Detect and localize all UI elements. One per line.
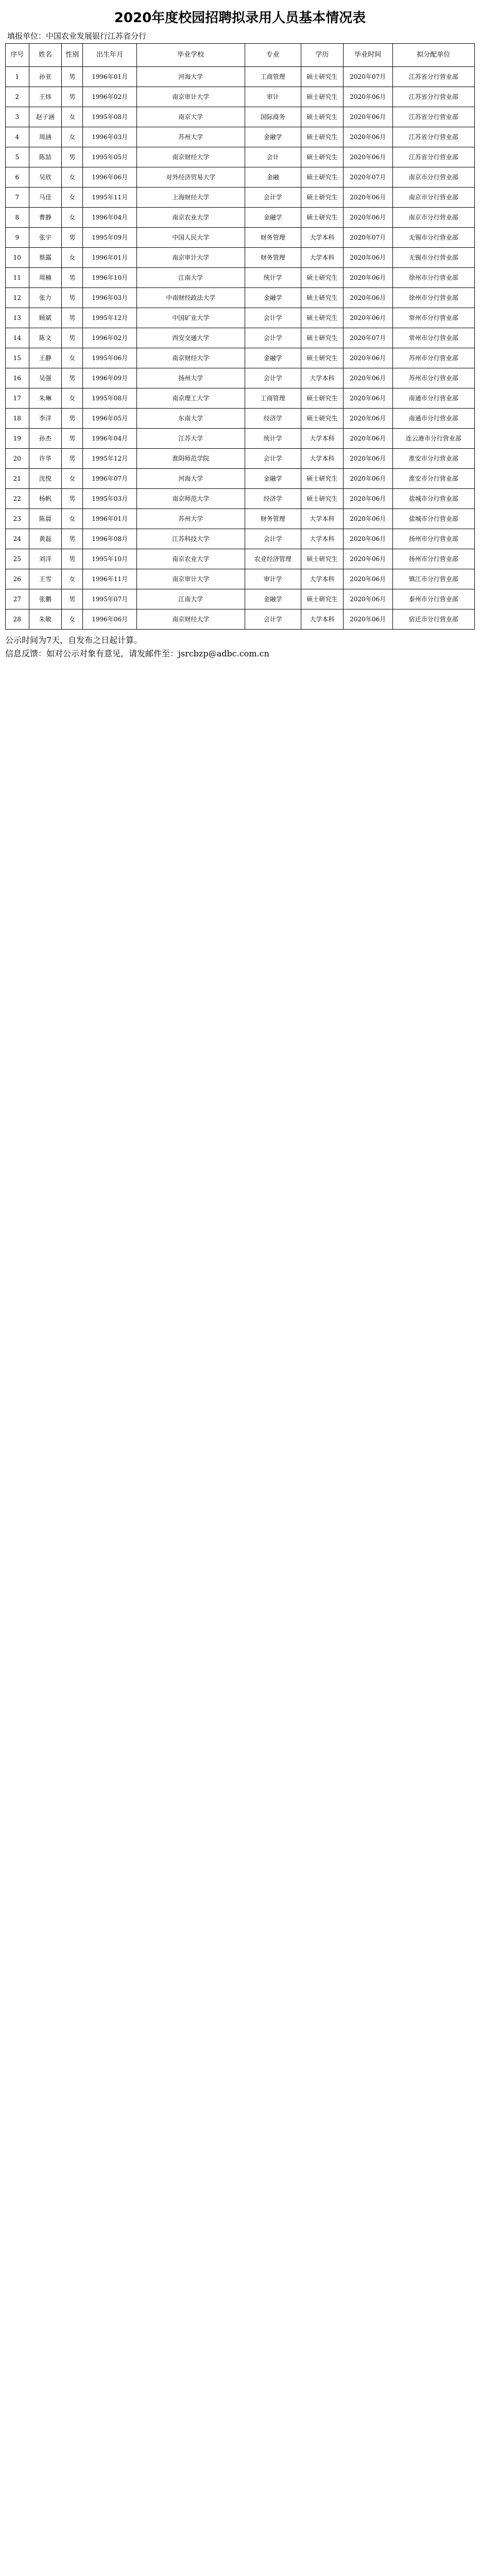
table-cell: 16 (6, 368, 29, 388)
table-row (6, 188, 475, 208)
table-cell: 1995年07月 (83, 589, 137, 609)
table-row (6, 529, 475, 549)
table-cell: 男 (62, 429, 83, 449)
table-cell: 2020年06月 (343, 409, 392, 429)
table-cell: 1996年11月 (83, 569, 137, 589)
table-cell: 中国矿业大学 (137, 308, 245, 328)
table-cell: 17 (6, 388, 29, 409)
table-cell: 23 (6, 509, 29, 529)
table-cell: 大学本科 (301, 569, 343, 589)
table-cell: 南京农业大学 (137, 549, 245, 569)
table-row (6, 87, 475, 107)
table-cell: 硕士研究生 (301, 308, 343, 328)
table-cell: 1995年12月 (83, 308, 137, 328)
table-cell: 21 (6, 469, 29, 489)
table-cell: 李洋 (29, 409, 62, 429)
table-cell: 26 (6, 569, 29, 589)
table-cell: 审计学 (245, 569, 301, 589)
table-cell: 财务管理 (245, 248, 301, 268)
table-row (6, 589, 475, 609)
table-cell: 1995年11月 (83, 188, 137, 208)
table-cell: 1995年05月 (83, 147, 137, 167)
table-cell: 1995年08月 (83, 388, 137, 409)
table-cell: 南京市分行营业部 (392, 188, 474, 208)
table-cell: 经济学 (245, 489, 301, 509)
table-cell: 12 (6, 288, 29, 308)
table-cell: 男 (62, 409, 83, 429)
table-cell: 江苏省分行营业部 (392, 67, 474, 87)
table-cell: 2020年06月 (343, 147, 392, 167)
table-cell: 苏州市分行营业部 (392, 368, 474, 388)
table-cell: 2020年06月 (343, 388, 392, 409)
table-cell: 江南大学 (137, 589, 245, 609)
table-cell: 朱琳 (29, 388, 62, 409)
table-cell: 1995年08月 (83, 107, 137, 127)
table-cell: 江苏省分行营业部 (392, 147, 474, 167)
table-cell: 1996年08月 (83, 529, 137, 549)
table-cell: 硕士研究生 (301, 107, 343, 127)
column-header: 专业 (245, 44, 301, 67)
table-cell: 2020年06月 (343, 188, 392, 208)
table-cell: 孙亚 (29, 67, 62, 87)
table-cell: 金融学 (245, 208, 301, 228)
table-cell: 硕士研究生 (301, 208, 343, 228)
table-cell: 审计 (245, 87, 301, 107)
table-cell: 陈喆 (29, 147, 62, 167)
table-cell: 男 (62, 549, 83, 569)
table-cell: 4 (6, 127, 29, 147)
table-cell: 会计学 (245, 529, 301, 549)
table-cell: 镇江市分行营业部 (392, 569, 474, 589)
table-cell: 2020年06月 (343, 87, 392, 107)
table-row (6, 67, 475, 87)
table-cell: 黄磊 (29, 529, 62, 549)
table-cell: 硕士研究生 (301, 147, 343, 167)
table-cell: 南京市分行营业部 (392, 167, 474, 188)
table-cell: 硕士研究生 (301, 328, 343, 348)
table-cell: 南通市分行营业部 (392, 409, 474, 429)
table-cell: 2020年06月 (343, 449, 392, 469)
table-cell: 会计学 (245, 368, 301, 388)
table-cell: 大学本科 (301, 509, 343, 529)
table-row (6, 569, 475, 589)
table-cell: 2020年06月 (343, 288, 392, 308)
table-cell: 10 (6, 248, 29, 268)
table-cell: 苏州市分行营业部 (392, 348, 474, 368)
table-cell: 曹静 (29, 208, 62, 228)
table-cell: 硕士研究生 (301, 188, 343, 208)
table-cell: 马佳 (29, 188, 62, 208)
table-cell: 扬州大学 (137, 368, 245, 388)
table-cell: 1996年07月 (83, 469, 137, 489)
table-row (6, 288, 475, 308)
table-cell: 1996年02月 (83, 328, 137, 348)
table-cell: 18 (6, 409, 29, 429)
table-cell: 统计学 (245, 429, 301, 449)
table-cell: 13 (6, 308, 29, 328)
table-cell: 连云港市分行营业部 (392, 429, 474, 449)
table-cell: 东南大学 (137, 409, 245, 429)
table-row (6, 549, 475, 569)
table-cell: 女 (62, 469, 83, 489)
table-row (6, 609, 475, 630)
table-row (6, 248, 475, 268)
table-cell: 2020年06月 (343, 268, 392, 288)
table-cell: 女 (62, 569, 83, 589)
table-row (6, 489, 475, 509)
table-cell: 江苏省分行营业部 (392, 107, 474, 127)
table-cell: 硕士研究生 (301, 87, 343, 107)
table-cell: 苏州大学 (137, 509, 245, 529)
table-cell: 2020年07月 (343, 328, 392, 348)
table-cell: 1996年02月 (83, 87, 137, 107)
footer-feedback: 信息反馈：如对公示对象有意见，请发邮件至：jsrcbzp@adbc.com.cn (5, 648, 269, 658)
table-cell: 南京大学 (137, 107, 245, 127)
table-cell: 2020年07月 (343, 228, 392, 248)
table-cell: 淮安市分行营业部 (392, 469, 474, 489)
table-row (6, 127, 475, 147)
table-row (6, 167, 475, 188)
table-cell: 1995年10月 (83, 549, 137, 569)
column-header: 学历 (301, 44, 343, 67)
table-cell: 2020年06月 (343, 248, 392, 268)
table-cell: 硕士研究生 (301, 469, 343, 489)
table-cell: 1996年01月 (83, 509, 137, 529)
table-cell: 沈悦 (29, 469, 62, 489)
footer-notice: 公示时间为7天，自发布之日起计算。 (5, 635, 143, 645)
table-cell: 南京财经大学 (137, 348, 245, 368)
table-cell: 2020年06月 (343, 549, 392, 569)
column-header: 毕业学校 (137, 44, 245, 67)
table-cell: 9 (6, 228, 29, 248)
table-cell: 1996年06月 (83, 609, 137, 630)
table-cell: 杨帆 (29, 489, 62, 509)
table-cell: 1996年04月 (83, 208, 137, 228)
table-cell: 6 (6, 167, 29, 188)
table-cell: 2020年06月 (343, 529, 392, 549)
table-cell: 1996年01月 (83, 67, 137, 87)
table-cell: 1996年09月 (83, 368, 137, 388)
table-cell: 女 (62, 188, 83, 208)
table-cell: 硕士研究生 (301, 288, 343, 308)
table-cell: 14 (6, 328, 29, 348)
table-cell: 农业经济管理 (245, 549, 301, 569)
table-cell: 2020年06月 (343, 208, 392, 228)
table-cell: 南京农业大学 (137, 208, 245, 228)
table-cell: 1 (6, 67, 29, 87)
table-cell: 大学本科 (301, 228, 343, 248)
table-cell: 统计学 (245, 268, 301, 288)
table-cell: 2020年06月 (343, 107, 392, 127)
table-cell: 1995年06月 (83, 348, 137, 368)
table-cell: 南京师范大学 (137, 489, 245, 509)
table-cell: 2020年06月 (343, 469, 392, 489)
table-cell: 吴强 (29, 368, 62, 388)
table-cell: 扬州市分行营业部 (392, 529, 474, 549)
table-cell: 女 (62, 107, 83, 127)
table-cell: 常州市分行营业部 (392, 328, 474, 348)
table-cell: 2020年06月 (343, 589, 392, 609)
table-cell: 江苏科技大学 (137, 529, 245, 549)
table-cell: 男 (62, 268, 83, 288)
table-cell: 南京市分行营业部 (392, 208, 474, 228)
table-cell: 江苏省分行营业部 (392, 87, 474, 107)
table-cell: 吴欣 (29, 167, 62, 188)
table-cell: 男 (62, 489, 83, 509)
table-cell: 硕士研究生 (301, 549, 343, 569)
table-cell: 20 (6, 449, 29, 469)
table-cell: 男 (62, 288, 83, 308)
table-cell: 金融学 (245, 589, 301, 609)
table-row (6, 449, 475, 469)
table-cell: 男 (62, 67, 83, 87)
table-cell: 金融学 (245, 469, 301, 489)
table-cell: 对外经济贸易大学 (137, 167, 245, 188)
table-cell: 王炜 (29, 87, 62, 107)
table-cell: 2020年06月 (343, 368, 392, 388)
table-cell: 中南财经政法大学 (137, 288, 245, 308)
table-row (6, 268, 475, 288)
table-cell: 2020年07月 (343, 67, 392, 87)
table-cell: 扬州市分行营业部 (392, 549, 474, 569)
table-cell: 大学本科 (301, 529, 343, 549)
candidate-table (5, 43, 475, 630)
table-cell: 许华 (29, 449, 62, 469)
table-row (6, 388, 475, 409)
table-cell: 孙杰 (29, 429, 62, 449)
table-cell: 1996年05月 (83, 409, 137, 429)
table-cell: 硕士研究生 (301, 589, 343, 609)
table-cell: 2020年06月 (343, 569, 392, 589)
table-cell: 江苏大学 (137, 429, 245, 449)
table-cell: 男 (62, 228, 83, 248)
table-cell: 女 (62, 248, 83, 268)
table-cell: 硕士研究生 (301, 268, 343, 288)
table-cell: 常州市分行营业部 (392, 308, 474, 328)
column-header: 拟分配单位 (392, 44, 474, 67)
page-title: 2020年度校园招聘拟录用人员基本情况表 (114, 10, 366, 26)
table-row (6, 509, 475, 529)
table-cell: 朱敏 (29, 609, 62, 630)
table-cell: 8 (6, 208, 29, 228)
table-cell: 南通市分行营业部 (392, 388, 474, 409)
table-cell: 1995年03月 (83, 489, 137, 509)
table-row (6, 469, 475, 489)
table-cell: 河海大学 (137, 469, 245, 489)
table-cell: 2020年06月 (343, 609, 392, 630)
column-header: 毕业时间 (343, 44, 392, 67)
table-cell: 2020年06月 (343, 509, 392, 529)
table-cell: 王静 (29, 348, 62, 368)
table-cell: 1996年06月 (83, 167, 137, 188)
column-header: 出生年月 (83, 44, 137, 67)
table-cell: 上海财经大学 (137, 188, 245, 208)
table-cell: 会计学 (245, 308, 301, 328)
table-cell: 男 (62, 589, 83, 609)
table-cell: 河海大学 (137, 67, 245, 87)
table-cell: 2020年06月 (343, 489, 392, 509)
table-cell: 硕士研究生 (301, 67, 343, 87)
table-cell: 财务管理 (245, 509, 301, 529)
table-cell: 南京理工大学 (137, 388, 245, 409)
table-cell: 会计学 (245, 328, 301, 348)
table-cell: 陈晨 (29, 509, 62, 529)
table-cell: 24 (6, 529, 29, 549)
table-cell: 3 (6, 107, 29, 127)
table-row (6, 228, 475, 248)
table-cell: 15 (6, 348, 29, 368)
table-cell: 泰州市分行营业部 (392, 589, 474, 609)
table-row (6, 308, 475, 328)
table-cell: 刘洋 (29, 549, 62, 569)
table-cell: 2020年06月 (343, 308, 392, 328)
table-cell: 赵子涵 (29, 107, 62, 127)
table-row (6, 348, 475, 368)
table-row (6, 409, 475, 429)
table-cell: 周楠 (29, 268, 62, 288)
table-cell: 会计学 (245, 449, 301, 469)
table-cell: 金融学 (245, 127, 301, 147)
table-cell: 1996年04月 (83, 429, 137, 449)
table-cell: 国际商务 (245, 107, 301, 127)
table-cell: 28 (6, 609, 29, 630)
table-row (6, 328, 475, 348)
table-cell: 硕士研究生 (301, 167, 343, 188)
table-cell: 女 (62, 509, 83, 529)
table-cell: 金融学 (245, 288, 301, 308)
table-cell: 2020年06月 (343, 127, 392, 147)
table-cell: 无锡市分行营业部 (392, 248, 474, 268)
table-cell: 张力 (29, 288, 62, 308)
table-cell: 南京审计大学 (137, 87, 245, 107)
table-header-row (6, 44, 475, 67)
table-cell: 男 (62, 529, 83, 549)
column-header: 性别 (62, 44, 83, 67)
table-cell: 1995年12月 (83, 449, 137, 469)
table-cell: 经济学 (245, 409, 301, 429)
table-row (6, 208, 475, 228)
table-cell: 2 (6, 87, 29, 107)
table-cell: 2020年06月 (343, 348, 392, 368)
table-cell: 女 (62, 167, 83, 188)
table-cell: 2020年06月 (343, 429, 392, 449)
table-cell: 顾斌 (29, 308, 62, 328)
table-cell: 金融 (245, 167, 301, 188)
table-cell: 会计 (245, 147, 301, 167)
table-cell: 7 (6, 188, 29, 208)
table-cell: 徐州市分行营业部 (392, 288, 474, 308)
table-cell: 硕士研究生 (301, 388, 343, 409)
table-cell: 大学本科 (301, 248, 343, 268)
table-cell: 25 (6, 549, 29, 569)
table-cell: 金融学 (245, 348, 301, 368)
table-cell: 盐城市分行营业部 (392, 489, 474, 509)
table-cell: 硕士研究生 (301, 489, 343, 509)
table-cell: 中国人民大学 (137, 228, 245, 248)
table-cell: 盐城市分行营业部 (392, 509, 474, 529)
table-cell: 南京审计大学 (137, 248, 245, 268)
table-cell: 大学本科 (301, 609, 343, 630)
table-cell: 2020年07月 (343, 167, 392, 188)
table-cell: 19 (6, 429, 29, 449)
table-cell: 南京财经大学 (137, 609, 245, 630)
table-cell: 女 (62, 609, 83, 630)
table-cell: 1995年09月 (83, 228, 137, 248)
table-cell: 江南大学 (137, 268, 245, 288)
table-cell: 王雪 (29, 569, 62, 589)
table-cell: 22 (6, 489, 29, 509)
table-cell: 会计学 (245, 609, 301, 630)
table-cell: 蔡露 (29, 248, 62, 268)
table-cell: 男 (62, 147, 83, 167)
table-cell: 工商管理 (245, 388, 301, 409)
table-cell: 南京审计大学 (137, 569, 245, 589)
table-cell: 1996年03月 (83, 288, 137, 308)
table-cell: 会计学 (245, 188, 301, 208)
table-cell: 男 (62, 449, 83, 469)
table-cell: 27 (6, 589, 29, 609)
table-cell: 财务管理 (245, 228, 301, 248)
table-cell: 男 (62, 328, 83, 348)
table-cell: 苏州大学 (137, 127, 245, 147)
table-cell: 女 (62, 348, 83, 368)
table-row (6, 429, 475, 449)
table-cell: 1996年01月 (83, 248, 137, 268)
table-row (6, 147, 475, 167)
table-row (6, 368, 475, 388)
table-cell: 硕士研究生 (301, 348, 343, 368)
table-cell: 女 (62, 388, 83, 409)
table-cell: 5 (6, 147, 29, 167)
table-cell: 女 (62, 127, 83, 147)
table-cell: 大学本科 (301, 429, 343, 449)
table-cell: 女 (62, 208, 83, 228)
table-cell: 无锡市分行营业部 (392, 228, 474, 248)
column-header: 姓名 (29, 44, 62, 67)
table-cell: 西安交通大学 (137, 328, 245, 348)
footer (5, 634, 475, 660)
table-cell: 男 (62, 308, 83, 328)
table-cell: 陈文 (29, 328, 62, 348)
table-cell: 硕士研究生 (301, 127, 343, 147)
table-cell: 周涵 (29, 127, 62, 147)
table-cell: 宿迁市分行营业部 (392, 609, 474, 630)
table-cell: 硕士研究生 (301, 409, 343, 429)
column-header: 序号 (6, 44, 29, 67)
table-cell: 张宇 (29, 228, 62, 248)
table-cell: 南京财经大学 (137, 147, 245, 167)
table-cell: 工商管理 (245, 67, 301, 87)
table-cell: 淮安市分行营业部 (392, 449, 474, 469)
table-cell: 大学本科 (301, 368, 343, 388)
reporting-unit: 填报单位：中国农业发展银行江苏省分行 (7, 31, 147, 41)
page (0, 0, 480, 670)
table-row (6, 107, 475, 127)
table-cell: 淮阴师范学院 (137, 449, 245, 469)
table-cell: 1996年03月 (83, 127, 137, 147)
table-cell: 大学本科 (301, 449, 343, 469)
table-cell: 张鹏 (29, 589, 62, 609)
table-cell: 江苏省分行营业部 (392, 127, 474, 147)
table-cell: 11 (6, 268, 29, 288)
table-cell: 男 (62, 368, 83, 388)
table-cell: 男 (62, 87, 83, 107)
table-cell: 徐州市分行营业部 (392, 268, 474, 288)
table-cell: 1996年10月 (83, 268, 137, 288)
